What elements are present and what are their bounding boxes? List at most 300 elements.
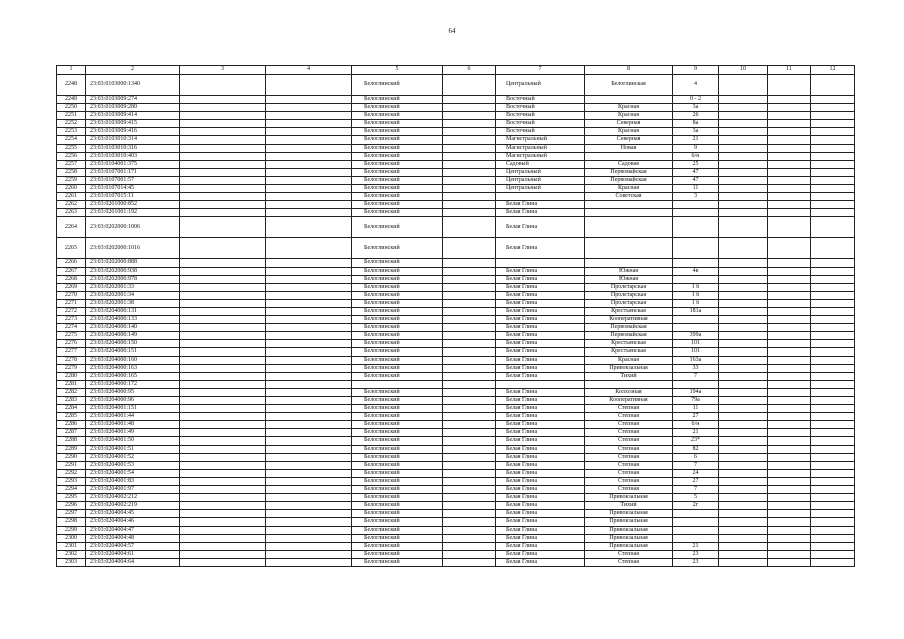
empty-cell: [719, 380, 768, 388]
locality-cell: Белая Глина: [496, 526, 585, 534]
empty-cell: [443, 316, 496, 324]
district-cell: Белоглинский: [352, 324, 443, 332]
table-row: [57, 307, 855, 315]
empty-cell: [180, 185, 266, 193]
table-row: [57, 96, 855, 104]
street-cell: [585, 96, 673, 104]
street-cell: Степная: [585, 413, 673, 421]
empty-cell: [180, 112, 266, 120]
cadastral-number-cell: 23:03:0204004:47: [86, 526, 180, 534]
house-number-cell: [673, 518, 719, 526]
table-row: [57, 526, 855, 534]
row-number-cell: 2275: [57, 332, 86, 340]
empty-cell: [719, 348, 768, 356]
street-cell: Крестьянская: [585, 307, 673, 315]
empty-cell: [811, 275, 855, 283]
district-cell: Белоглинский: [352, 356, 443, 364]
empty-cell: [266, 128, 352, 136]
empty-cell: [811, 518, 855, 526]
empty-cell: [811, 405, 855, 413]
empty-cell: [180, 494, 266, 502]
empty-cell: [443, 168, 496, 176]
house-number-cell: 21: [673, 542, 719, 550]
locality-cell: Магистральный: [496, 152, 585, 160]
empty-cell: [266, 316, 352, 324]
empty-cell: [180, 144, 266, 152]
empty-cell: [811, 348, 855, 356]
cadastral-number-cell: 23:03:0204001:48: [86, 421, 180, 429]
empty-cell: [719, 152, 768, 160]
locality-cell: Белая Глина: [496, 332, 585, 340]
empty-cell: [719, 550, 768, 558]
locality-cell: Белая Глина: [496, 283, 585, 291]
empty-cell: [266, 160, 352, 168]
table-row: [57, 112, 855, 120]
row-number-cell: 2258: [57, 168, 86, 176]
house-number-cell: 23: [673, 550, 719, 558]
cadastral-number-cell: 23:03:0103010:314: [86, 136, 180, 144]
cadastral-number-cell: 23:03:0204004:64: [86, 558, 180, 566]
street-cell: Садовая: [585, 160, 673, 168]
district-cell: Белоглинский: [352, 558, 443, 566]
street-cell: Первомайская: [585, 176, 673, 184]
empty-cell: [266, 332, 352, 340]
table-row: [57, 136, 855, 144]
row-number-cell: 2262: [57, 201, 86, 209]
empty-cell: [180, 502, 266, 510]
empty-cell: [811, 267, 855, 275]
street-cell: Степная: [585, 461, 673, 469]
empty-cell: [443, 526, 496, 534]
row-number-cell: 2301: [57, 542, 86, 550]
empty-cell: [180, 238, 266, 259]
empty-cell: [768, 201, 811, 209]
empty-cell: [266, 267, 352, 275]
empty-cell: [719, 405, 768, 413]
locality-cell: Белая Глина: [496, 299, 585, 307]
empty-cell: [443, 413, 496, 421]
empty-cell: [443, 144, 496, 152]
empty-cell: [719, 558, 768, 566]
district-cell: Белоглинский: [352, 128, 443, 136]
empty-cell: [811, 429, 855, 437]
house-number-cell: [673, 201, 719, 209]
table-row: [57, 510, 855, 518]
row-number-cell: 2250: [57, 104, 86, 112]
cadastral-number-cell: 23:03:0202000:1006: [86, 217, 180, 238]
district-cell: Белоглинский: [352, 201, 443, 209]
house-number-cell: 9: [673, 144, 719, 152]
table-row: [57, 486, 855, 494]
street-cell: Первомайская: [585, 332, 673, 340]
column-header: 7: [496, 66, 585, 75]
empty-cell: [266, 518, 352, 526]
house-number-cell: 163а: [673, 356, 719, 364]
empty-cell: [443, 136, 496, 144]
empty-cell: [443, 291, 496, 299]
empty-cell: [443, 372, 496, 380]
empty-cell: [180, 299, 266, 307]
empty-cell: [266, 275, 352, 283]
table-row: [57, 372, 855, 380]
empty-cell: [719, 75, 768, 96]
house-number-cell: 1 б: [673, 299, 719, 307]
empty-cell: [443, 160, 496, 168]
empty-cell: [811, 550, 855, 558]
locality-cell: Белая Глина: [496, 413, 585, 421]
empty-cell: [719, 291, 768, 299]
empty-cell: [180, 510, 266, 518]
empty-cell: [768, 316, 811, 324]
cadastral-number-cell: 23:03:0204000:149: [86, 332, 180, 340]
cadastral-number-cell: 23:03:0107001:171: [86, 168, 180, 176]
empty-cell: [719, 217, 768, 238]
empty-cell: [811, 120, 855, 128]
street-cell: Тихий: [585, 372, 673, 380]
empty-cell: [443, 405, 496, 413]
empty-cell: [719, 299, 768, 307]
empty-cell: [180, 104, 266, 112]
row-number-cell: 2260: [57, 185, 86, 193]
empty-cell: [266, 542, 352, 550]
district-cell: Белоглинский: [352, 461, 443, 469]
locality-cell: Восточный: [496, 112, 585, 120]
empty-cell: [180, 469, 266, 477]
empty-cell: [768, 445, 811, 453]
locality-cell: Белая Глина: [496, 486, 585, 494]
empty-cell: [811, 445, 855, 453]
empty-cell: [811, 437, 855, 445]
empty-cell: [180, 550, 266, 558]
cadastral-number-cell: 23:03:0204004:48: [86, 534, 180, 542]
empty-cell: [266, 364, 352, 372]
empty-cell: [266, 291, 352, 299]
empty-cell: [443, 380, 496, 388]
empty-cell: [180, 534, 266, 542]
empty-cell: [719, 185, 768, 193]
empty-cell: [443, 185, 496, 193]
house-number-cell: [673, 510, 719, 518]
street-cell: Привокзальная: [585, 526, 673, 534]
table-row: [57, 104, 855, 112]
empty-cell: [768, 510, 811, 518]
locality-cell: Белая Глина: [496, 201, 585, 209]
empty-cell: [443, 259, 496, 267]
district-cell: Белоглинский: [352, 275, 443, 283]
row-number-cell: 2255: [57, 144, 86, 152]
empty-cell: [266, 405, 352, 413]
row-number-cell: 2256: [57, 152, 86, 160]
district-cell: Белоглинский: [352, 209, 443, 217]
empty-cell: [266, 112, 352, 120]
empty-cell: [768, 96, 811, 104]
empty-cell: [719, 494, 768, 502]
empty-cell: [180, 356, 266, 364]
empty-cell: [266, 445, 352, 453]
row-number-cell: 2293: [57, 477, 86, 485]
house-number-cell: 23: [673, 558, 719, 566]
row-number-cell: 2296: [57, 502, 86, 510]
district-cell: Белоглинский: [352, 112, 443, 120]
house-number-cell: [673, 259, 719, 267]
empty-cell: [443, 437, 496, 445]
empty-cell: [266, 307, 352, 315]
locality-cell: Белая Глина: [496, 364, 585, 372]
empty-cell: [811, 112, 855, 120]
empty-cell: [266, 136, 352, 144]
cadastral-number-cell: 23:03:0204002:212: [86, 494, 180, 502]
empty-cell: [266, 238, 352, 259]
cadastral-number-cell: 23:03:0204000:140: [86, 324, 180, 332]
empty-cell: [266, 356, 352, 364]
district-cell: Белоглинский: [352, 185, 443, 193]
street-cell: Степная: [585, 486, 673, 494]
table-row: [57, 429, 855, 437]
row-number-cell: 2248: [57, 75, 86, 96]
empty-cell: [180, 372, 266, 380]
house-number-cell: 3а: [673, 104, 719, 112]
empty-cell: [180, 176, 266, 184]
empty-cell: [811, 502, 855, 510]
empty-cell: [266, 397, 352, 405]
empty-cell: [811, 307, 855, 315]
empty-cell: [180, 160, 266, 168]
empty-cell: [443, 356, 496, 364]
empty-cell: [768, 283, 811, 291]
table-row: [57, 128, 855, 136]
empty-cell: [180, 96, 266, 104]
table-row: [57, 534, 855, 542]
empty-cell: [719, 356, 768, 364]
empty-cell: [811, 104, 855, 112]
district-cell: Белоглинский: [352, 259, 443, 267]
cadastral-number-cell: 23:03:0204000:172: [86, 380, 180, 388]
cadastral-number-cell: 23:03:0204001:52: [86, 453, 180, 461]
empty-cell: [443, 494, 496, 502]
empty-cell: [719, 340, 768, 348]
empty-cell: [811, 469, 855, 477]
empty-cell: [180, 316, 266, 324]
empty-cell: [811, 291, 855, 299]
street-cell: Степная: [585, 421, 673, 429]
empty-cell: [266, 380, 352, 388]
empty-cell: [768, 291, 811, 299]
street-cell: Степная: [585, 453, 673, 461]
house-number-cell: 23*: [673, 437, 719, 445]
empty-cell: [811, 238, 855, 259]
empty-cell: [443, 550, 496, 558]
table-row: [57, 453, 855, 461]
street-cell: [585, 238, 673, 259]
empty-cell: [180, 388, 266, 396]
empty-cell: [719, 104, 768, 112]
row-number-cell: 2283: [57, 397, 86, 405]
table-row: [57, 75, 855, 96]
locality-cell: Восточный: [496, 96, 585, 104]
house-number-cell: 1 б: [673, 291, 719, 299]
empty-cell: [811, 397, 855, 405]
cadastral-number-cell: 23:03:0204001:51: [86, 445, 180, 453]
empty-cell: [443, 209, 496, 217]
district-cell: Белоглинский: [352, 518, 443, 526]
cadastral-number-cell: 23:03:0103009:414: [86, 112, 180, 120]
empty-cell: [719, 429, 768, 437]
district-cell: Белоглинский: [352, 144, 443, 152]
empty-cell: [266, 388, 352, 396]
empty-cell: [768, 558, 811, 566]
cadastral-number-cell: 23:03:0204000:165: [86, 372, 180, 380]
empty-cell: [266, 96, 352, 104]
empty-cell: [811, 299, 855, 307]
empty-cell: [719, 193, 768, 201]
table-row: [57, 558, 855, 566]
column-header: 1: [57, 66, 86, 75]
empty-cell: [180, 283, 266, 291]
street-cell: Советская: [585, 193, 673, 201]
empty-cell: [266, 421, 352, 429]
house-number-cell: б/н: [673, 152, 719, 160]
empty-cell: [180, 217, 266, 238]
house-number-cell: 79а: [673, 397, 719, 405]
empty-cell: [180, 193, 266, 201]
house-number-cell: [673, 324, 719, 332]
street-cell: Северная: [585, 120, 673, 128]
table-row: [57, 144, 855, 152]
house-number-cell: [673, 275, 719, 283]
empty-cell: [266, 75, 352, 96]
cadastral-number-cell: 23:03:0201001:192: [86, 209, 180, 217]
cadastral-number-cell: 23:03:0204002:219: [86, 502, 180, 510]
locality-cell: Центральный: [496, 168, 585, 176]
table-row: [57, 421, 855, 429]
empty-cell: [719, 283, 768, 291]
district-cell: [352, 380, 443, 388]
house-number-cell: [673, 526, 719, 534]
empty-cell: [768, 340, 811, 348]
locality-cell: Белая Глина: [496, 275, 585, 283]
empty-cell: [443, 201, 496, 209]
row-number-cell: 2273: [57, 316, 86, 324]
empty-cell: [266, 510, 352, 518]
street-cell: Пролетарская: [585, 291, 673, 299]
empty-cell: [768, 534, 811, 542]
empty-cell: [768, 348, 811, 356]
empty-cell: [719, 364, 768, 372]
empty-cell: [180, 168, 266, 176]
district-cell: Белоглинский: [352, 526, 443, 534]
locality-cell: Белая Глина: [496, 542, 585, 550]
empty-cell: [719, 397, 768, 405]
empty-cell: [719, 372, 768, 380]
empty-cell: [811, 372, 855, 380]
empty-cell: [266, 348, 352, 356]
house-number-cell: 2б: [673, 112, 719, 120]
house-number-cell: 8а: [673, 120, 719, 128]
registry-table: [56, 65, 855, 567]
column-header: 11: [768, 66, 811, 75]
table-row: [57, 193, 855, 201]
cadastral-number-cell: 23:03:0103009:416: [86, 128, 180, 136]
empty-cell: [443, 477, 496, 485]
column-header: 3: [180, 66, 266, 75]
empty-cell: [768, 259, 811, 267]
row-number-cell: 2288: [57, 437, 86, 445]
district-cell: Белоглинский: [352, 238, 443, 259]
empty-cell: [811, 283, 855, 291]
empty-cell: [443, 152, 496, 160]
row-number-cell: 2298: [57, 518, 86, 526]
empty-cell: [266, 437, 352, 445]
district-cell: Белоглинский: [352, 364, 443, 372]
empty-cell: [443, 469, 496, 477]
district-cell: Белоглинский: [352, 96, 443, 104]
locality-cell: Белая Глина: [496, 291, 585, 299]
cadastral-number-cell: 23:03:0204001:54: [86, 469, 180, 477]
empty-cell: [443, 445, 496, 453]
empty-cell: [811, 193, 855, 201]
cadastral-number-cell: 23:03:0202001:38: [86, 299, 180, 307]
empty-cell: [443, 558, 496, 566]
table-row: [57, 152, 855, 160]
locality-cell: Центральный: [496, 176, 585, 184]
district-cell: Белоглинский: [352, 152, 443, 160]
district-cell: Белоглинский: [352, 413, 443, 421]
locality-cell: Белая Глина: [496, 324, 585, 332]
empty-cell: [811, 558, 855, 566]
empty-cell: [768, 372, 811, 380]
cadastral-number-cell: 23:03:0204000:95: [86, 388, 180, 396]
locality-cell: Белая Глина: [496, 429, 585, 437]
street-cell: Красная: [585, 104, 673, 112]
empty-cell: [768, 486, 811, 494]
locality-cell: Белая Глина: [496, 209, 585, 217]
empty-cell: [266, 217, 352, 238]
empty-cell: [443, 75, 496, 96]
locality-cell: Белая Глина: [496, 372, 585, 380]
empty-cell: [811, 75, 855, 96]
empty-cell: [443, 299, 496, 307]
street-cell: [585, 152, 673, 160]
row-number-cell: 2280: [57, 372, 86, 380]
row-number-cell: 2294: [57, 486, 86, 494]
table-row: [57, 364, 855, 372]
empty-cell: [443, 518, 496, 526]
house-number-cell: 11: [673, 185, 719, 193]
locality-cell: [496, 380, 585, 388]
row-number-cell: 2261: [57, 193, 86, 201]
empty-cell: [180, 75, 266, 96]
empty-cell: [180, 380, 266, 388]
empty-cell: [266, 429, 352, 437]
locality-cell: Белая Глина: [496, 445, 585, 453]
row-number-cell: 2279: [57, 364, 86, 372]
empty-cell: [768, 550, 811, 558]
house-number-cell: 181а: [673, 307, 719, 315]
locality-cell: Белая Глина: [496, 316, 585, 324]
house-number-cell: 82: [673, 445, 719, 453]
locality-cell: Белая Глина: [496, 461, 585, 469]
empty-cell: [811, 96, 855, 104]
empty-cell: [266, 185, 352, 193]
locality-cell: Восточный: [496, 120, 585, 128]
empty-cell: [719, 542, 768, 550]
empty-cell: [719, 437, 768, 445]
house-number-cell: 33: [673, 364, 719, 372]
empty-cell: [768, 494, 811, 502]
cadastral-number-cell: 23:03:0202000:888: [86, 259, 180, 267]
district-cell: Белоглинский: [352, 283, 443, 291]
empty-cell: [768, 152, 811, 160]
